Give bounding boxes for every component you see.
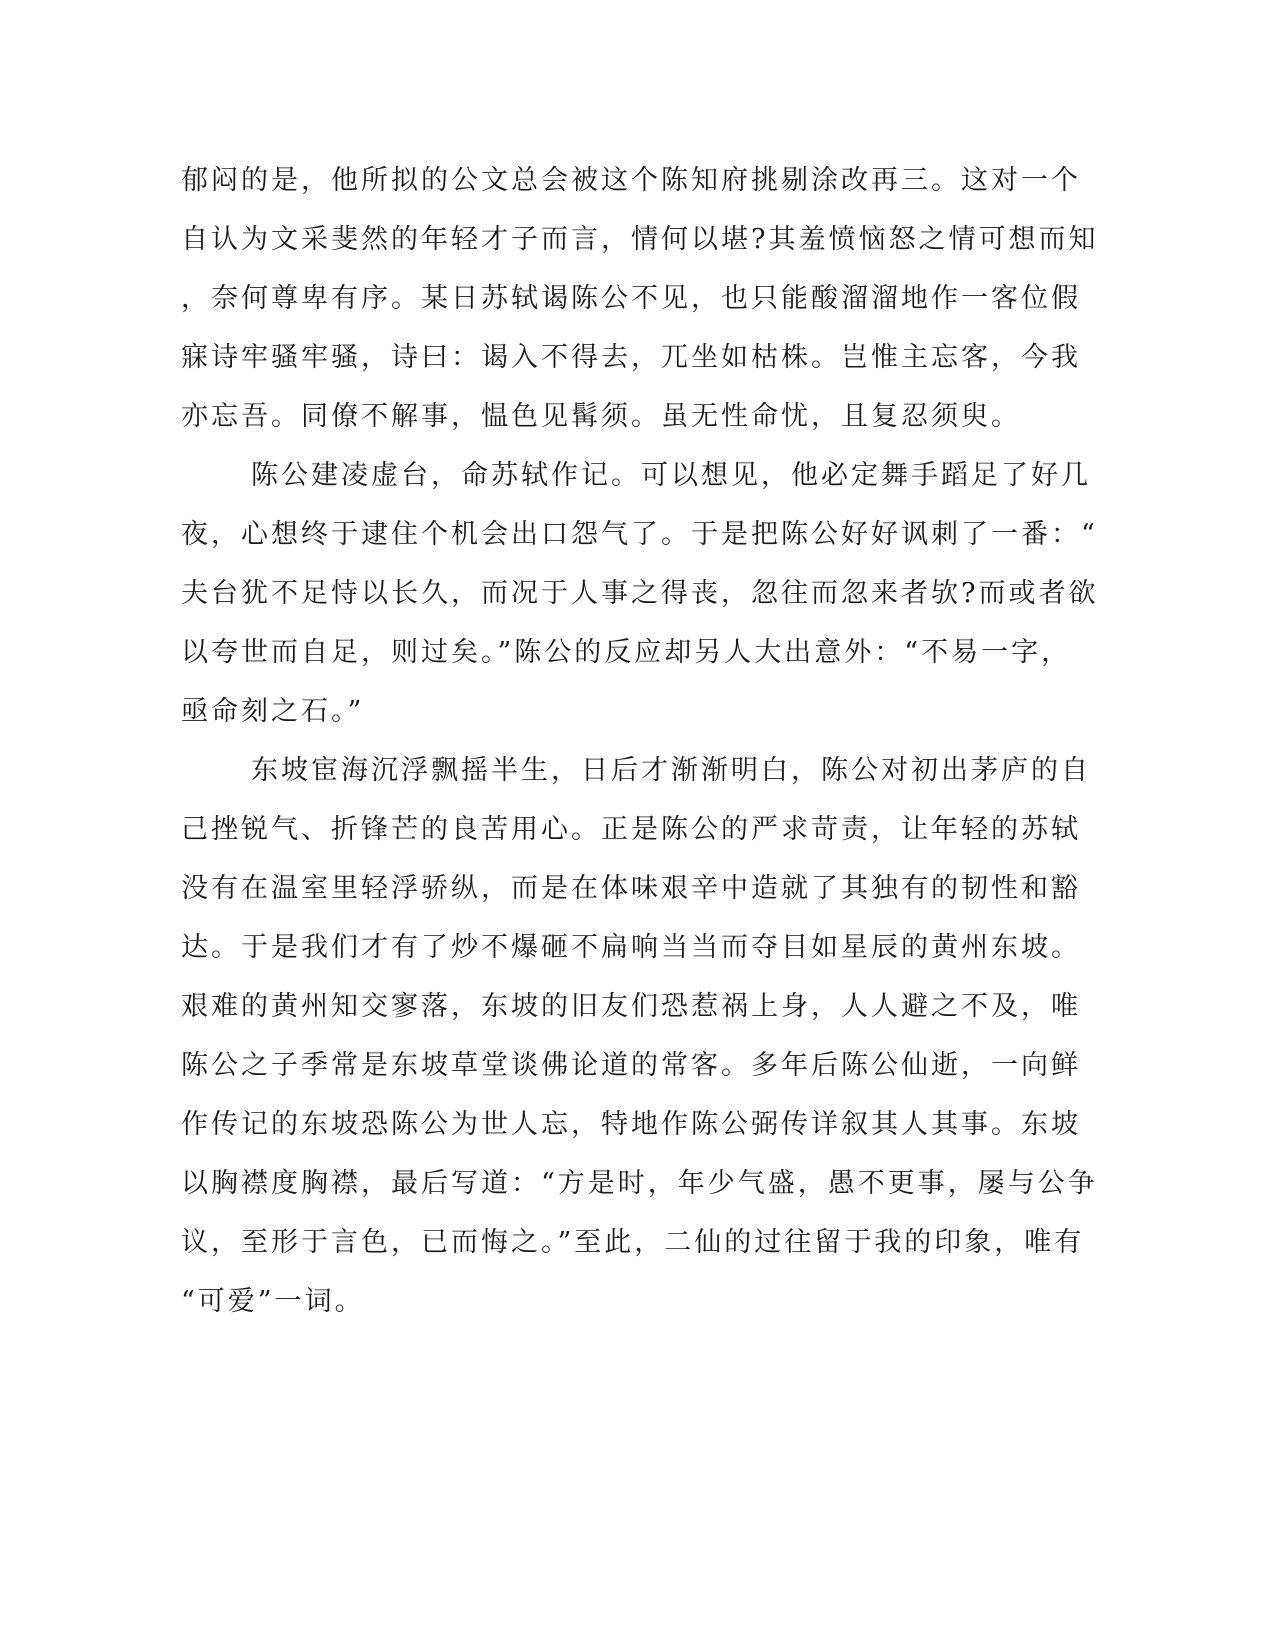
text-line-11: 东坡宦海沉浮飘摇半生，日后才渐渐明白，陈公对初出茅庐的自 [251, 755, 1091, 786]
text-line-4: 寐诗牢骚牢骚，诗曰：谒入不得去，兀坐如枯株。岂惟主忘客，今我 [181, 342, 1081, 373]
text-line-13: 没有在温室里轻浮骄纵，而是在体味艰辛中造就了其独有的韧性和豁 [181, 873, 1081, 904]
text-line-8: 夫台犹不足恃以长久，而况于人事之得丧，忽往而忽来者欤?而或者欲 [181, 578, 1099, 609]
text-line-16: 陈公之子季常是东坡草堂谈佛论道的常客。多年后陈公仙逝，一向鲜 [181, 1050, 1081, 1081]
text-line-9: 以夸世而自足，则过矣。”陈公的反应却另人大出意外：“不易一字， [181, 637, 1072, 668]
text-line-17: 作传记的东坡恐陈公为世人忘，特地作陈公弼传详叙其人其事。东坡 [181, 1109, 1081, 1140]
text-line-12: 己挫锐气、折锋芒的良苦用心。正是陈公的严求苛责，让年轻的苏轼 [181, 814, 1081, 845]
text-line-15: 艰难的黄州知交寥落，东坡的旧友们恐惹祸上身，人人避之不及，唯 [181, 991, 1081, 1022]
text-line-20: “可爱”一词。 [181, 1286, 365, 1317]
text-line-14: 达。于是我们才有了炒不爆砸不扁响当当而夺目如星辰的黄州东坡。 [181, 932, 1081, 963]
text-line-1: 郁闷的是，他所拟的公文总会被这个陈知府挑剔涂改再三。这对一个 [181, 165, 1081, 196]
text-line-10: 亟命刻之石。” [181, 696, 365, 727]
text-line-19: 议，至形于言色，已而悔之。”至此，二仙的过往留于我的印象，唯有 [181, 1227, 1085, 1258]
text-line-6: 陈公建凌虚台，命苏轼作记。可以想见，他必定舞手蹈足了好几 [251, 460, 1091, 491]
text-line-18: 以胸襟度胸襟，最后写道：“方是时，年少气盛，愚不更事，屡与公争 [181, 1168, 1098, 1199]
text-line-2: 自认为文采斐然的年轻才子而言，情何以堪?其羞愤恼怒之情可想而知 [181, 224, 1099, 255]
text-line-7: 夜，心想终于逮住个机会出口怨气了。于是把陈公好好讽刺了一番：“ [181, 519, 1098, 550]
text-line-5: 亦忘吾。同僚不解事，愠色见髯须。虽无性命忧，且复忍须臾。 [181, 401, 1021, 432]
text-line-3: ，奈何尊卑有序。某日苏轼谒陈公不见，也只能酸溜溜地作一客位假 [181, 283, 1081, 314]
